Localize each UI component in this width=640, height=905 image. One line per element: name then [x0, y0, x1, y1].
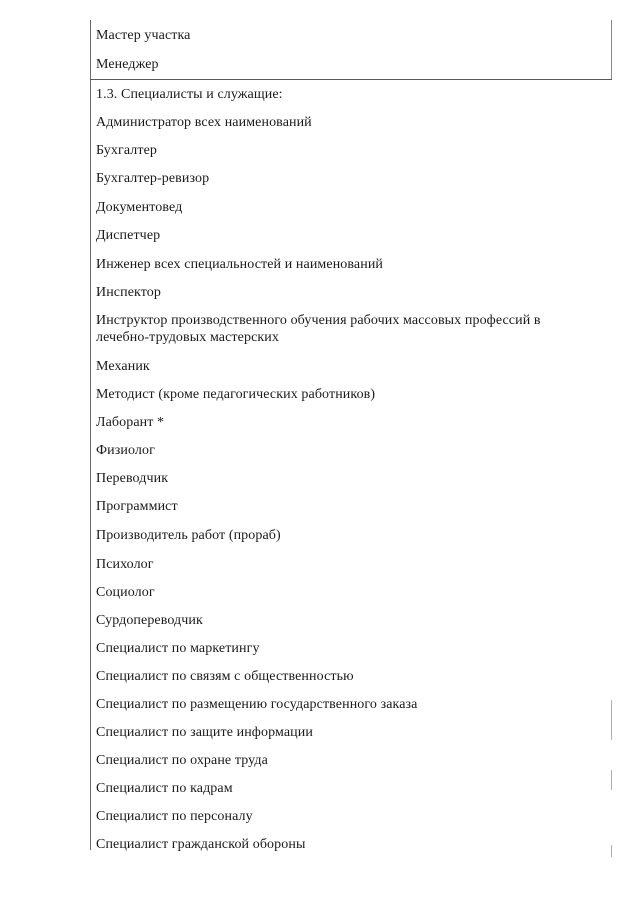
list-item: Специалист гражданской обороны	[96, 837, 306, 852]
table-right-border	[611, 20, 612, 80]
table-left-border	[90, 20, 91, 850]
list-item: Социолог	[96, 585, 155, 600]
section-heading-specialists: 1.3. Специалисты и служащие:	[96, 87, 283, 102]
table-right-border-fragment	[611, 845, 612, 857]
list-item: Диспетчер	[96, 228, 161, 243]
list-item: Механик	[96, 359, 150, 374]
list-item: Специалист по защите информации	[96, 725, 313, 740]
list-item: Документовед	[96, 200, 183, 215]
list-item: Физиолог	[96, 443, 155, 458]
list-item-master-uchastka: Мастер участка	[96, 28, 191, 43]
list-item: Инспектор	[96, 285, 161, 300]
list-item: Специалист по маркетингу	[96, 641, 260, 656]
list-item-multiline: Инструктор производственного обучения рабочих массовых профессий в лечебно-трудовых мастерских	[96, 313, 541, 345]
list-item: Сурдопереводчик	[96, 613, 203, 628]
list-item: Специалист по связям с общественностью	[96, 669, 354, 684]
table-right-border-fragment	[611, 770, 612, 790]
table-right-border-fragment	[611, 700, 612, 740]
list-item: Бухгалтер-ревизор	[96, 171, 210, 186]
table-row-divider	[90, 79, 612, 80]
list-item: Психолог	[96, 557, 154, 572]
list-item: Специалист по персоналу	[96, 809, 253, 824]
list-item: Инженер всех специальностей и наименований	[96, 257, 384, 272]
list-item: Специалист по кадрам	[96, 781, 233, 796]
list-item: Специалист по размещению государственного заказа	[96, 697, 418, 712]
list-item: Программист	[96, 499, 178, 514]
list-item: Специалист по охране труда	[96, 753, 268, 768]
list-item: Администратор всех наименований	[96, 115, 312, 130]
list-item: Бухгалтер	[96, 143, 157, 158]
list-item: Производитель работ (прораб)	[96, 528, 281, 543]
list-item: Лаборант *	[96, 415, 165, 430]
list-item-menedzher: Менеджер	[96, 57, 159, 72]
list-item: Переводчик	[96, 471, 169, 486]
list-item: Методист (кроме педагогических работников)	[96, 387, 376, 402]
